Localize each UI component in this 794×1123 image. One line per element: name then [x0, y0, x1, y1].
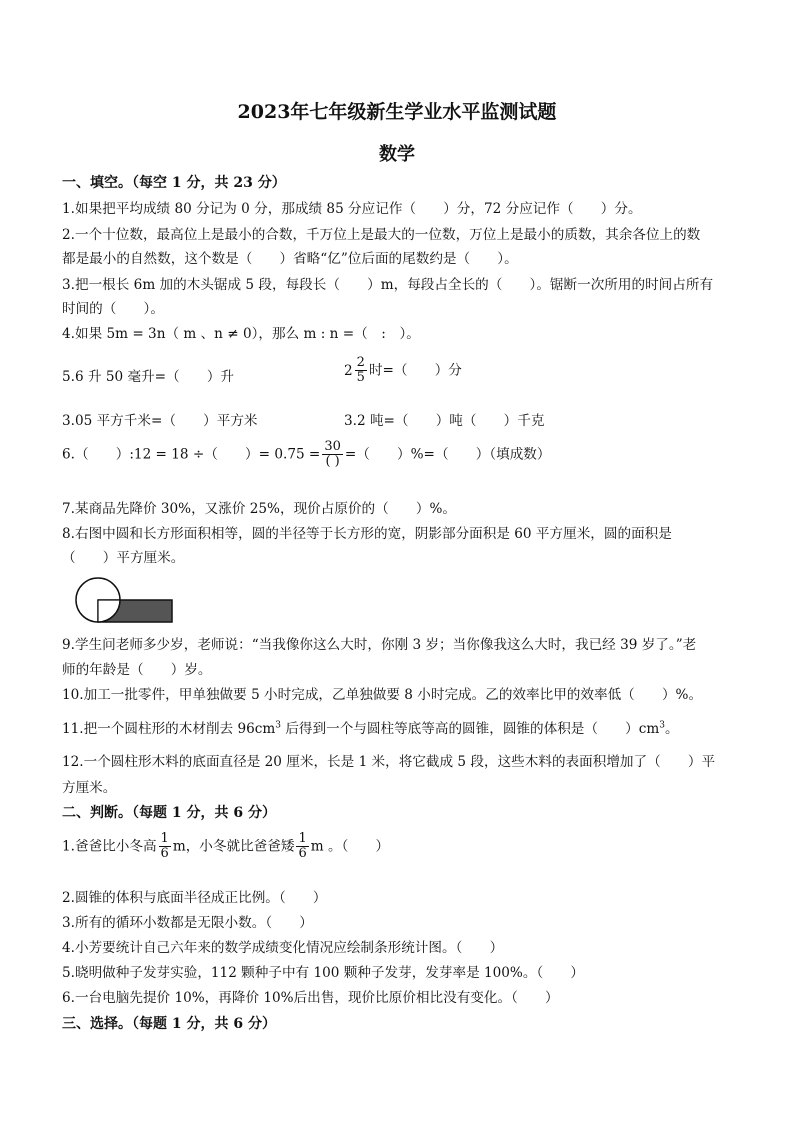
section1-heading: 一、填空。（每空 1 分，共 23 分） — [62, 175, 286, 191]
question-1-5b — [344, 356, 462, 385]
fraction — [322, 440, 343, 469]
mixed-number-whole: 2 — [344, 362, 353, 379]
fraction — [159, 832, 171, 861]
question-1-3-line1: 3.把一根长 6m 加的木头锯成 5 段，每段长（ ）m，每段占全长的（ ）。锯断一次所用的时间占所有 — [62, 277, 714, 293]
section3-heading: 三、选择。（每题 1 分，共 6 分） — [62, 1016, 276, 1032]
page-title: 2023年七年级新生学业水平监测试题 — [237, 101, 557, 123]
question-1-9-line1: 9.学生问老师多少岁，老师说：“当我像你这么大时，你刚 3 岁；当你像我这么大时，我已经 39 岁了。”老 — [62, 637, 697, 653]
question-1-11-end: 。 — [665, 721, 679, 737]
question-1-5c: 3.05 平方千米=（ ）平方米 — [62, 413, 258, 429]
superscript: 3 — [659, 720, 666, 731]
fraction — [296, 832, 308, 861]
fraction-numerator: 2 — [356, 355, 365, 370]
question-1-4: 4.如果 5m = 3n（ m 、n ≠ 0），那么 m : n =（ : ）。 — [62, 326, 420, 342]
question-1-2-line1: 2.一个十位数，最高位上是最小的合数，千万位上是最大的一位数，万位上是最小的质数，其余各位上的数 — [62, 227, 701, 243]
question-1-9-line2: 师的年龄是（ ）岁。 — [62, 662, 212, 678]
question-1-2-line2: 都是最小的自然数，这个数是（ ）省略“亿”位后面的尾数约是（ ）。 — [62, 251, 518, 267]
superscript: 3 — [275, 720, 282, 731]
question-1-5b-text: 时=（ ）分 — [368, 362, 462, 379]
fraction-denominator: ( ) — [325, 454, 340, 469]
fraction-denominator: 5 — [356, 370, 365, 385]
question-1-11-pre: 11.把一个圆柱形的木材削去 96cm — [62, 721, 276, 737]
judge-question-6: 6.一台电脑先提价 10%，再降价 10%后出售，现价比原价相比没有变化。（ ） — [62, 990, 559, 1006]
fraction — [355, 356, 367, 385]
fraction-denominator: 6 — [298, 846, 307, 861]
fraction-numerator: 1 — [298, 831, 307, 846]
question-1-3-line2: 时间的（ ）。 — [62, 301, 164, 317]
question-1-5a: 5.6 升 50 毫升=（ ）升 — [62, 369, 235, 385]
question-1-5d: 3.2 吨=（ ）吨（ ）千克 — [344, 413, 545, 429]
question-1-11 — [62, 720, 679, 738]
question-1-8-line1: 8.右图中圆和长方形面积相等，圆的半径等于长方形的宽，阴影部分面积是 60 平方厘米，圆的面积是 — [62, 526, 672, 542]
question-1-10: 10.加工一批零件，甲单独做要 5 小时完成，乙单独做要 8 小时完成。乙的效率比甲的效率低（ ）%。 — [62, 687, 703, 703]
question-1-6-left: 6.（ ）:12 = 18 ÷（ ）= 0.75 = — [62, 446, 321, 463]
judge-question-3: 3.所有的循环小数都是无限小数。（ ） — [62, 915, 313, 931]
question-1-1: 1.如果把平均成绩 80 分记为 0 分，那成绩 85 分应记作（ ）分，72 分应记作（ ）分。 — [62, 201, 642, 217]
fraction-numerator: 30 — [324, 439, 341, 454]
section2-heading: 二、判断。（每题 1 分，共 6 分） — [62, 805, 276, 821]
question-1-11-mid: 后得到一个与圆柱等底等高的圆锥，圆锥的体积是（ ）cm — [281, 721, 660, 737]
question-1-12-line1: 12.一个圆柱形木料的底面直径是 20 厘米，长是 1 米，将它截成 5 段，这些木料的表面积增加了（ ）平 — [62, 754, 716, 770]
question-1-8-line2: （ ）平方厘米。 — [62, 550, 185, 566]
judge-question-2: 2.圆锥的体积与底面半径成正比例。（ ） — [62, 890, 327, 906]
question-1-12-line2: 方厘米。 — [62, 780, 117, 796]
judge-question-5: 5.晓明做种子发芽实验，112 颗种子中有 100 颗种子发芽，发芽率是 100%。（ ） — [62, 965, 585, 981]
judge-question-1-mid: m，小冬就比爸爸矮 — [172, 838, 295, 855]
question-1-7: 7.某商品先降价 30%，又涨价 25%，现价占原价的（ ）%。 — [62, 501, 457, 517]
question-1-6 — [62, 440, 551, 469]
page-subtitle: 数学 — [379, 144, 415, 165]
circle-rectangle-figure — [70, 570, 180, 626]
judge-question-4: 4.小芳要统计自己六年来的数学成绩变化情况应绘制条形统计图。（ ） — [62, 940, 504, 956]
judge-question-1 — [62, 832, 389, 861]
judge-question-1-pre: 1.爸爸比小冬高 — [62, 838, 157, 855]
fraction-denominator: 6 — [160, 846, 169, 861]
judge-question-1-end: m 。（ ） — [310, 838, 390, 855]
question-1-6-right: =（ ）%=（ ）（填成数） — [344, 446, 551, 463]
fraction-numerator: 1 — [160, 831, 169, 846]
